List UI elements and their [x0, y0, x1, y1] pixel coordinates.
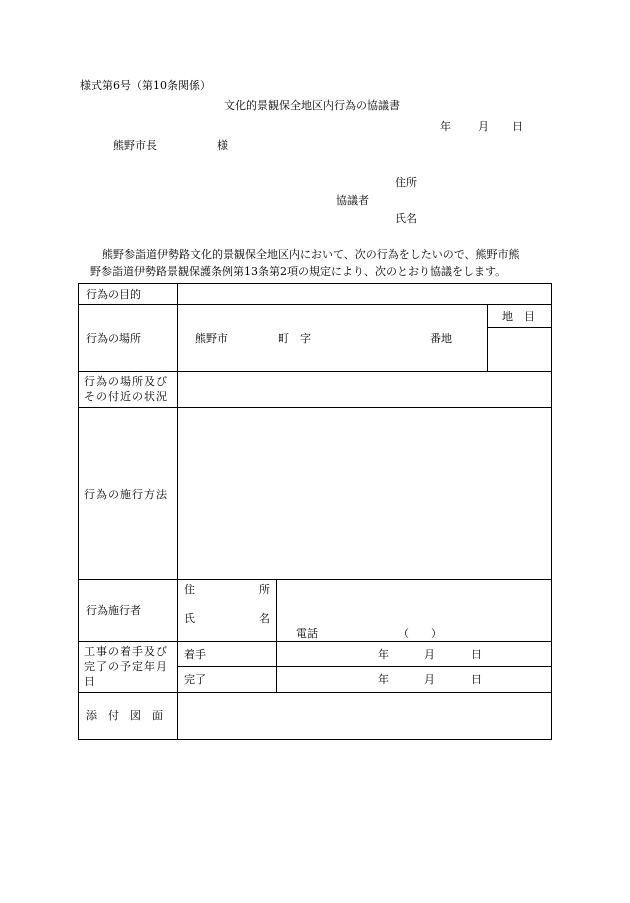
row-divider: [78, 641, 551, 642]
executor-name-label-1: 氏: [184, 612, 195, 625]
date-month: 月: [478, 120, 489, 133]
purpose-label: 行為の目的: [86, 288, 141, 301]
body-line-1: 熊野参詣道伊勢路文化的景観保全地区内において、次の行為をしたいので、熊野市熊: [102, 248, 520, 261]
label-column-divider: [177, 283, 178, 739]
surroundings-label-line-2: その付近の状況: [84, 390, 168, 403]
document-title: 文化的景観保全地区内行為の協議書: [224, 99, 400, 112]
start-day: 日: [471, 648, 482, 661]
schedule-label-line-3: 日: [84, 675, 95, 688]
place-label: 行為の場所: [86, 332, 141, 345]
row-divider: [78, 407, 551, 408]
phone-label: 電話: [296, 627, 318, 640]
finish-day: 日: [471, 673, 482, 686]
executor-name-label-2: 名: [259, 612, 270, 625]
land-category-divider: [487, 304, 488, 371]
surroundings-label-line-1: 行為の場所及び: [84, 375, 168, 388]
finish-year: 年: [378, 673, 389, 686]
row-divider: [78, 579, 551, 580]
phone-parens: （ ）: [398, 627, 442, 640]
finish-month: 月: [424, 673, 435, 686]
schedule-label-line-1: 工事の着手及び: [84, 645, 168, 658]
addressee: 熊野市長: [113, 139, 157, 152]
executor-address-label-2: 所: [259, 583, 270, 596]
row-divider: [78, 371, 551, 372]
start-year: 年: [378, 648, 389, 661]
executor-label: 行為施行者: [86, 604, 141, 617]
finish-label: 完了: [184, 673, 206, 686]
name-label: 氏名: [395, 212, 417, 225]
schedule-label-line-2: 完了の予定年月: [84, 660, 168, 673]
start-label: 着手: [184, 648, 206, 661]
place-banchi: 番地: [430, 332, 452, 345]
attachments-label: 添 付 図 面: [86, 709, 163, 722]
body-paragraph: [82, 246, 558, 280]
applicant-label: 協議者: [336, 194, 369, 207]
method-label: 行為の施行方法: [84, 488, 168, 501]
body-line-2: 野参詣道伊勢路景観保護条例第13条第2項の規定により、次のとおり協議をします。: [90, 265, 507, 278]
start-month: 月: [424, 648, 435, 661]
land-category-label: 地 目: [502, 310, 535, 323]
executor-address-label-1: 住: [184, 583, 195, 596]
place-aza: 字: [300, 332, 311, 345]
row-divider: [78, 692, 551, 693]
land-category-header-line: [487, 327, 551, 328]
place-town: 町: [278, 332, 289, 345]
date-day: 日: [512, 120, 523, 133]
row-divider: [177, 666, 551, 667]
inner-column-divider: [276, 579, 277, 692]
form-number: 様式第6号（第10条関係）: [80, 79, 211, 92]
address-label: 住所: [395, 176, 417, 189]
date-year: 年: [440, 120, 451, 133]
honorific: 様: [217, 139, 228, 152]
place-city: 熊野市: [195, 332, 228, 345]
row-divider: [78, 304, 551, 305]
